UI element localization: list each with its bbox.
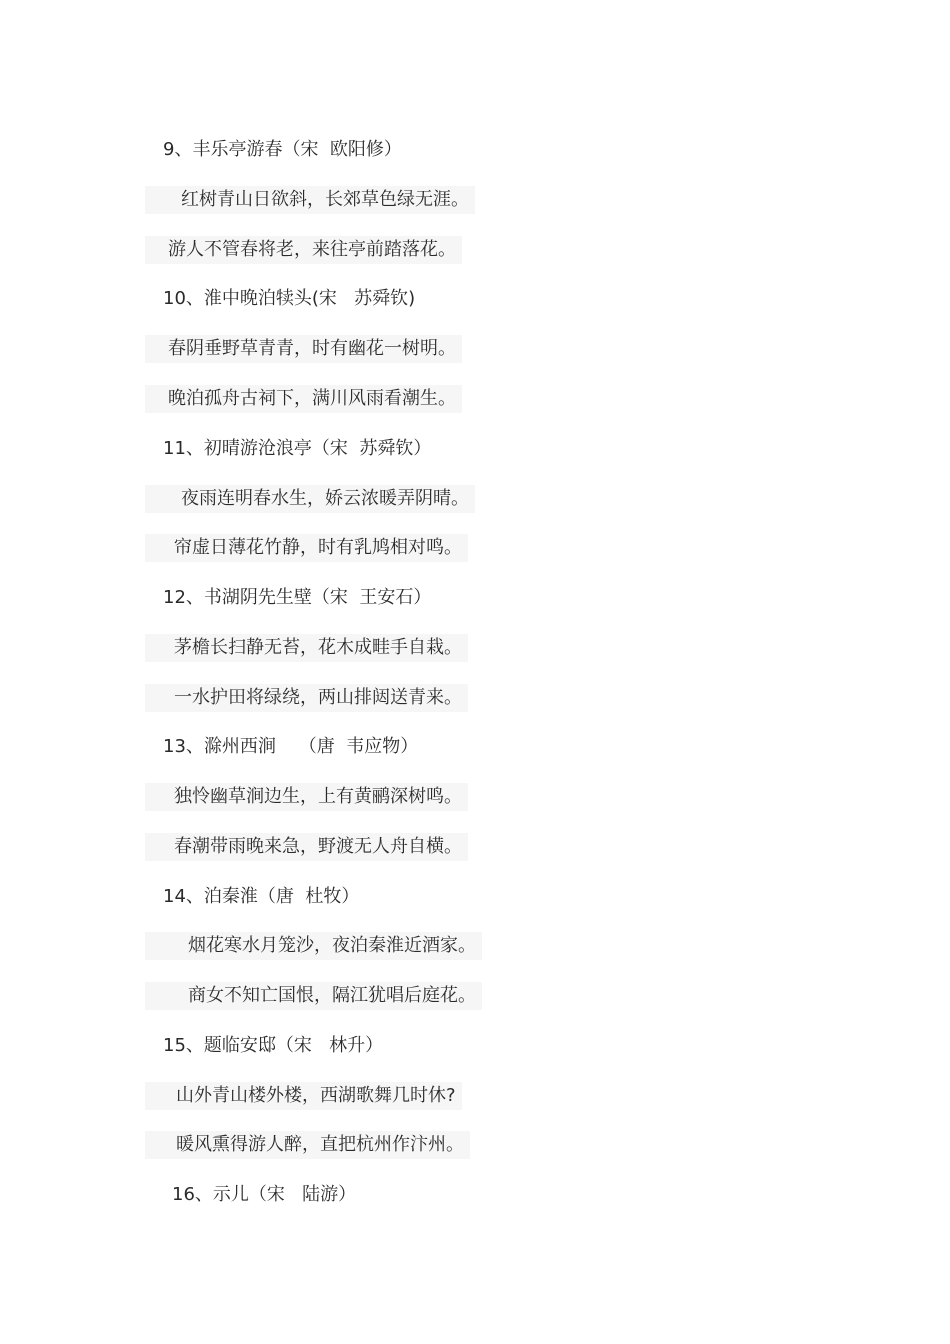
poem-line: 春潮带雨晚来急，野渡无人舟自横。 <box>145 833 468 861</box>
poem-line: 夜雨连明春水生，娇云浓暖弄阴晴。 <box>145 485 475 513</box>
poem-title: 15、题临安邸（宋 林升） <box>163 1035 384 1056</box>
poem-title: 12、书湖阴先生壁（宋 王安石） <box>163 587 432 608</box>
poem-line: 春阴垂野草青青，时有幽花一树明。 <box>145 335 462 363</box>
poem-title: 16、示儿（宋 陆游） <box>172 1184 357 1205</box>
poem-line: 游人不管春将老，来往亭前踏落花。 <box>145 236 462 264</box>
poem-title: 13、滁州西涧 （唐 韦应物） <box>163 736 419 757</box>
poem-line: 暖风熏得游人醉，直把杭州作汴州。 <box>145 1131 470 1159</box>
poem-line: 山外青山楼外楼，西湖歌舞几时休? <box>145 1082 462 1110</box>
poem-line: 独怜幽草涧边生，上有黄鹂深树鸣。 <box>145 783 468 811</box>
poem-line: 商女不知亡国恨，隔江犹唱后庭花。 <box>145 982 482 1010</box>
poem-title: 14、泊秦淮（唐 杜牧） <box>163 886 360 907</box>
poem-line: 一水护田将绿绕，两山排闼送青来。 <box>145 684 468 712</box>
poem-line: 茅檐长扫静无苔，花木成畦手自栽。 <box>145 634 468 662</box>
poem-line: 晚泊孤舟古祠下，满川风雨看潮生。 <box>145 385 462 413</box>
poem-title: 9、丰乐亭游春（宋 欧阳修） <box>163 139 402 160</box>
poem-line: 烟花寒水月笼沙，夜泊秦淮近酒家。 <box>145 932 482 960</box>
poem-title: 10、淮中晚泊犊头(宋 苏舜钦) <box>163 288 416 309</box>
poem-line: 红树青山日欲斜，长郊草色绿无涯。 <box>145 186 475 214</box>
poem-title: 11、初晴游沧浪亭（宋 苏舜钦） <box>163 438 432 459</box>
poem-line: 帘虚日薄花竹静，时有乳鸠相对鸣。 <box>145 534 468 562</box>
